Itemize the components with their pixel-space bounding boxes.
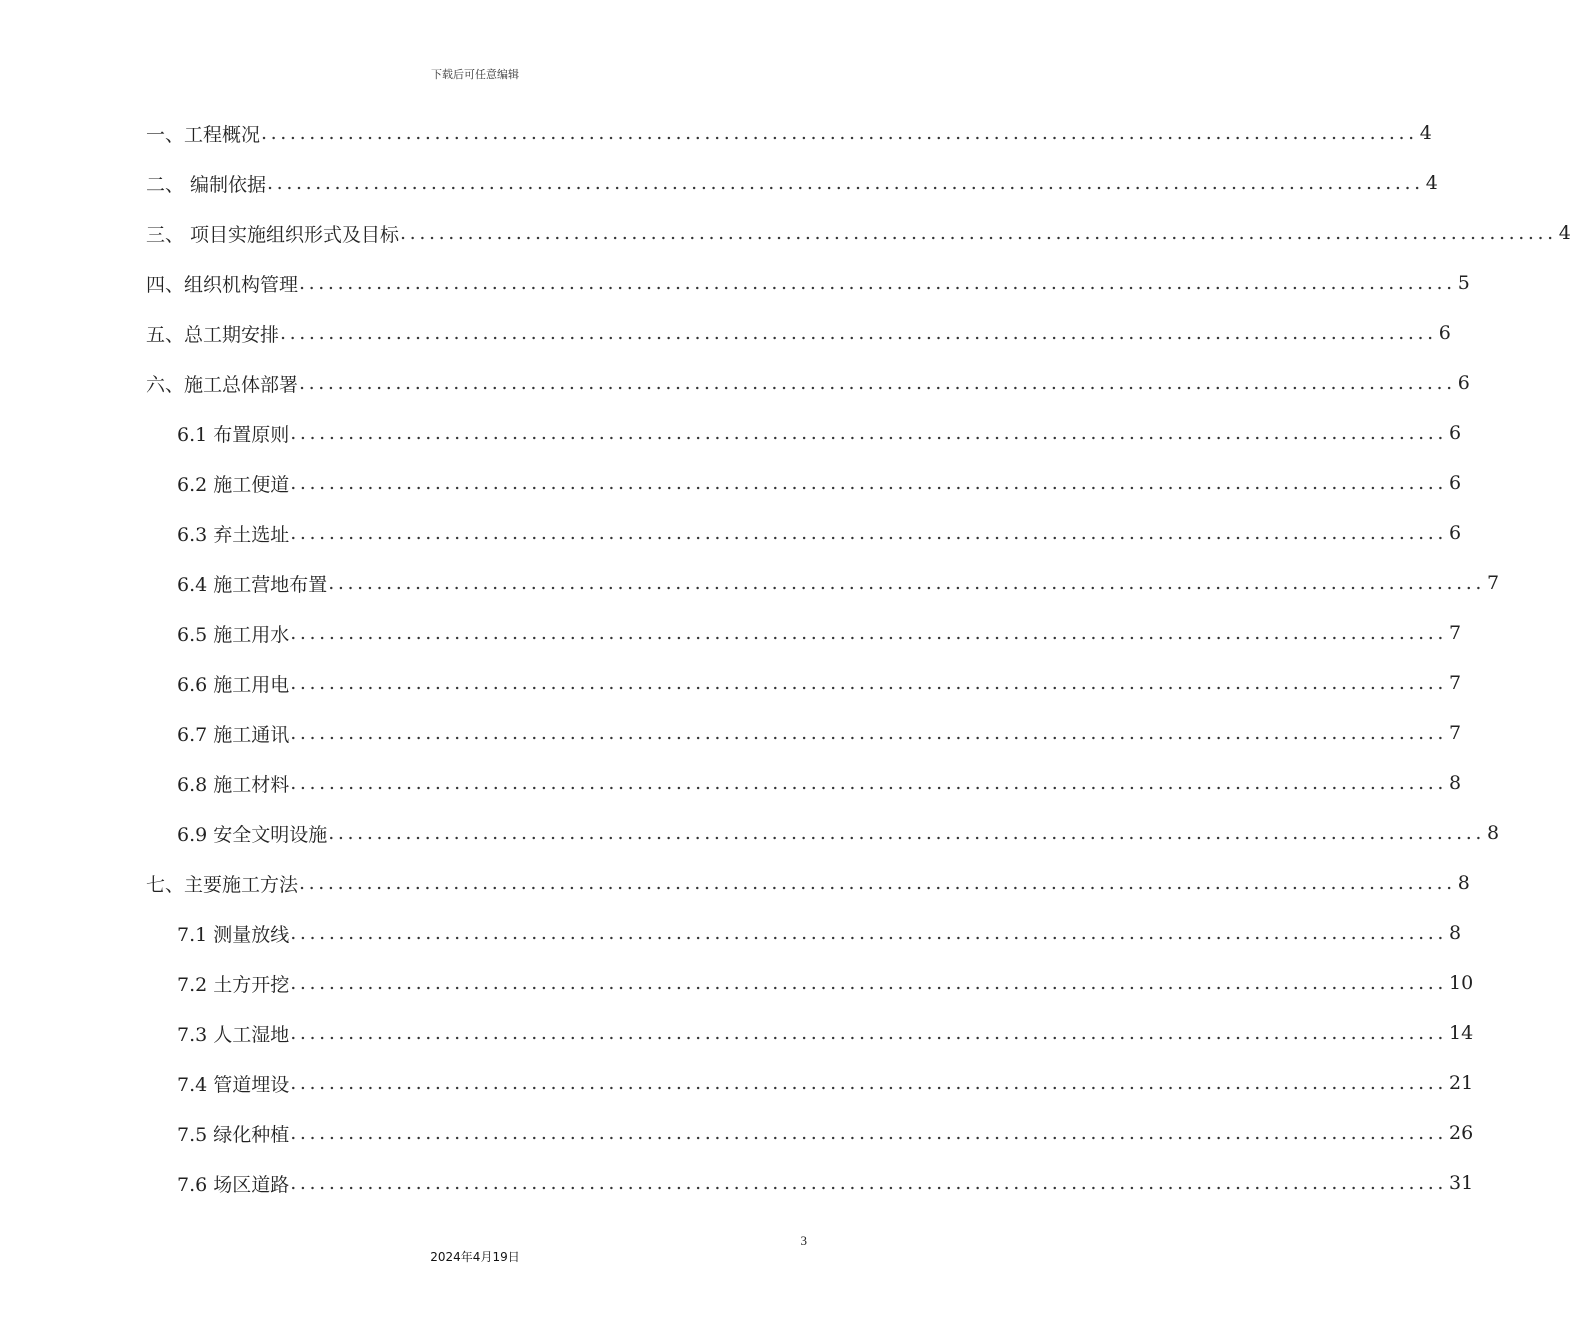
toc-entry-label: 6.9 安全文明设施	[177, 823, 328, 846]
toc-dot-leader: ........................................................................................................................	[299, 372, 1456, 394]
toc-dot-leader: ........................................................................................................................	[280, 322, 1437, 344]
toc-entry-page: 7	[1449, 622, 1462, 644]
toc-dot-leader: ........................................................................................................................	[290, 722, 1448, 744]
toc-entry-page: 14	[1449, 1022, 1474, 1044]
toc-entry-label: 五、总工期安排	[146, 323, 280, 346]
toc-entry[interactable]	[146, 758, 1462, 808]
toc-entry-page: 31	[1449, 1172, 1474, 1194]
toc-entry-label: 6.5 施工用水	[177, 623, 290, 646]
toc-entry-page: 6	[1438, 322, 1451, 344]
toc-entry-label: 三、 项目实施组织形式及目标	[146, 223, 400, 246]
toc-entry[interactable]	[146, 708, 1462, 758]
toc-entry-label: 6.1 布置原则	[177, 423, 290, 446]
toc-entry-page: 7	[1449, 722, 1462, 744]
toc-entry-page: 4	[1558, 222, 1571, 244]
toc-entry-label: 6.3 弃土选址	[177, 523, 290, 546]
toc-entry[interactable]	[146, 1008, 1474, 1058]
toc-entry[interactable]	[146, 1108, 1474, 1158]
toc-entry-page: 21	[1449, 1072, 1474, 1094]
toc-dot-leader: ........................................................................................................................	[290, 1122, 1448, 1144]
toc-entry-page: 5	[1457, 272, 1470, 294]
toc-entry-page: 4	[1419, 122, 1432, 144]
toc-entry[interactable]	[146, 1058, 1474, 1108]
toc-entry-label: 六、施工总体部署	[146, 373, 299, 396]
toc-entry-label: 二、 编制依据	[146, 173, 267, 196]
toc-entry-page: 8	[1457, 872, 1470, 894]
toc-entry-page: 26	[1449, 1122, 1474, 1144]
toc-entry[interactable]	[146, 858, 1470, 908]
toc-entry[interactable]	[146, 108, 1432, 158]
toc-entry-page: 6	[1449, 522, 1462, 544]
toc-entry-page: 8	[1449, 922, 1462, 944]
page-number: 3	[800, 1233, 807, 1248]
toc-entry-label: 一、工程概况	[146, 123, 261, 146]
toc-entry[interactable]	[146, 458, 1462, 508]
toc-entry-label: 6.2 施工便道	[177, 473, 290, 496]
toc-dot-leader: ........................................................................................................................	[290, 972, 1448, 994]
toc-dot-leader: ........................................................................................................................	[290, 922, 1448, 944]
toc-entry-label: 七、主要施工方法	[146, 873, 299, 896]
toc-entry-label: 7.1 测量放线	[177, 923, 290, 946]
toc-entry-label: 7.6 场区道路	[177, 1173, 290, 1196]
toc-dot-leader: ........................................................................................................................	[267, 172, 1424, 194]
toc-dot-leader: ........................................................................................................................	[290, 772, 1448, 794]
toc-entry[interactable]	[146, 808, 1500, 858]
toc-entry-page: 6	[1449, 472, 1462, 494]
toc-entry-page: 8	[1449, 772, 1462, 794]
toc-dot-leader: ........................................................................................................................	[290, 1072, 1448, 1094]
toc-entry-label: 7.2 土方开挖	[177, 973, 290, 996]
toc-entry-page: 7	[1449, 672, 1462, 694]
table-of-contents	[146, 108, 1571, 1208]
toc-entry[interactable]	[146, 558, 1500, 608]
toc-entry-label: 7.5 绿化种植	[177, 1123, 290, 1146]
toc-dot-leader: ........................................................................................................................	[290, 522, 1448, 544]
toc-entry[interactable]	[146, 908, 1462, 958]
toc-dot-leader: ........................................................................................................................	[299, 872, 1456, 894]
toc-entry[interactable]	[146, 258, 1470, 308]
footer-date: 2024年4月19日	[430, 1250, 520, 1264]
toc-entry-label: 6.6 施工用电	[177, 673, 290, 696]
toc-entry[interactable]	[146, 208, 1571, 258]
toc-entry[interactable]	[146, 658, 1462, 708]
toc-entry-page: 8	[1487, 822, 1500, 844]
toc-entry-label: 6.8 施工材料	[177, 773, 290, 796]
toc-dot-leader: ........................................................................................................................	[290, 1172, 1448, 1194]
toc-entry[interactable]	[146, 358, 1470, 408]
toc-entry-page: 6	[1449, 422, 1462, 444]
toc-entry-page: 4	[1425, 172, 1438, 194]
toc-entry[interactable]	[146, 608, 1462, 658]
toc-entry-page: 7	[1487, 572, 1500, 594]
toc-dot-leader: ........................................................................................................................	[328, 572, 1486, 594]
toc-entry-label: 7.4 管道埋设	[177, 1073, 290, 1096]
toc-entry-label: 6.7 施工通讯	[177, 723, 290, 746]
toc-entry[interactable]	[146, 408, 1462, 458]
toc-dot-leader: ........................................................................................................................	[290, 622, 1448, 644]
toc-entry-label: 6.4 施工营地布置	[177, 573, 328, 596]
toc-entry[interactable]	[146, 508, 1462, 558]
toc-dot-leader: ........................................................................................................................	[290, 472, 1448, 494]
toc-entry[interactable]	[146, 958, 1474, 1008]
toc-dot-leader: ........................................................................................................................	[290, 1022, 1448, 1044]
toc-entry[interactable]	[146, 1158, 1474, 1208]
toc-entry-label: 7.3 人工湿地	[177, 1023, 290, 1046]
toc-entry-page: 6	[1457, 372, 1470, 394]
toc-entry-label: 四、组织机构管理	[146, 273, 299, 296]
toc-dot-leader: ........................................................................................................................	[290, 422, 1448, 444]
page-header: 下载后可任意编辑	[431, 68, 519, 81]
toc-dot-leader: ........................................................................................................................	[290, 672, 1448, 694]
toc-entry[interactable]	[146, 308, 1451, 358]
toc-entry[interactable]	[146, 158, 1438, 208]
toc-entry-page: 10	[1449, 972, 1474, 994]
toc-dot-leader: ........................................................................................................................	[400, 222, 1557, 244]
toc-dot-leader: ........................................................................................................................	[261, 122, 1418, 144]
toc-dot-leader: ........................................................................................................................	[328, 822, 1486, 844]
toc-dot-leader: ........................................................................................................................	[299, 272, 1456, 294]
